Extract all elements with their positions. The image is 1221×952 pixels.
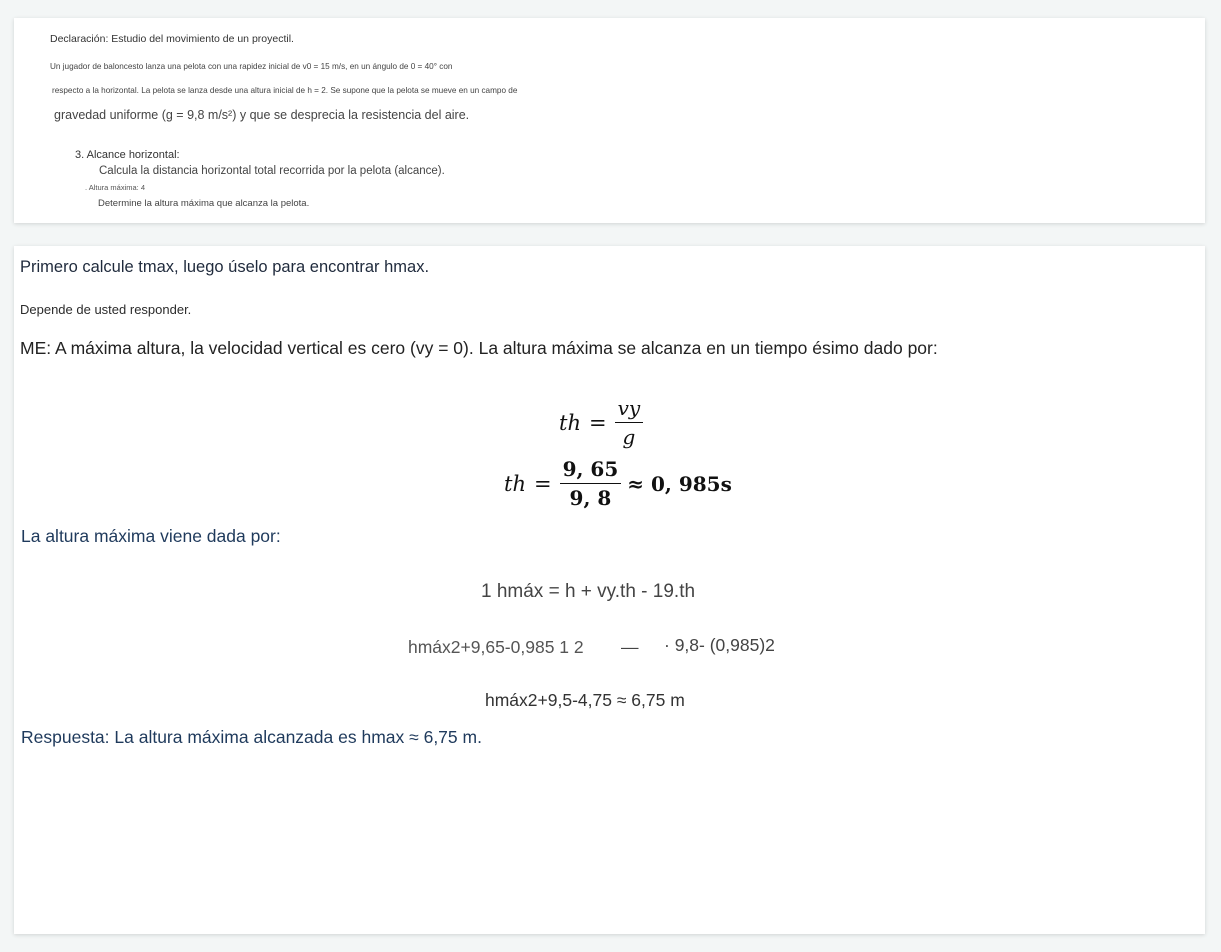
formula-equals: = (533, 471, 552, 496)
fraction-numerator: 9, 65 (560, 457, 622, 484)
question-3-title: 3. Alcance horizontal: (75, 149, 180, 161)
problem-text-line: gravedad uniforme (g = 9,8 m/s²) y que se desprecia la resistencia del aire. (54, 108, 470, 122)
problem-text-line: Un jugador de baloncesto lanza una pelota con una rapidez inicial de v0 = 15 m/s, en un ángulo de 0 = 40° con (50, 62, 453, 71)
final-answer: Respuesta: La altura máxima alcanzada es hmax ≈ 6,75 m. (21, 727, 482, 747)
fraction-numerator: vy (615, 396, 644, 423)
answer-note: Depende de usted responder. (20, 302, 192, 317)
problem-title: Declaración: Estudio del movimiento de un proyectil. (50, 33, 294, 45)
equation-max-height: 1 hmáx = h + vy.th - 19.th (481, 581, 696, 602)
question-3-text: Calcula la distancia horizontal total recorrida por la pelota (alcance). (99, 165, 445, 177)
equation-substitution-right: · 9,8- (0,985)2 (664, 635, 775, 655)
formula-lhs: th (559, 410, 581, 435)
equation-fraction-bar: — (621, 637, 639, 657)
problem-text-line: respecto a la horizontal. La pelota se lanza desde una altura inicial de h = 2. Se supone que la pelota se mueve en un campo de (52, 86, 518, 95)
fraction-denominator: g (622, 425, 636, 449)
formula-time-to-max-height (559, 396, 643, 449)
formula-fraction (615, 396, 644, 449)
max-height-subheading: La altura máxima viene dada por: (21, 526, 281, 546)
equation-substitution: hmáx2+9,65-0,985 1 2 (408, 637, 584, 657)
answer-intro: Primero calcule tmax, luego úselo para encontrar hmax. (20, 258, 430, 276)
formula-equals: = (588, 410, 607, 435)
formula-result: ≈ 0, 985s (627, 471, 732, 496)
formula-time-value (504, 457, 732, 510)
problem-statement-card (14, 18, 1205, 223)
question-4-text: Determine la altura máxima que alcanza la pelota. (98, 198, 310, 209)
formula-fraction (560, 457, 622, 510)
equation-result: hmáx2+9,5-4,75 ≈ 6,75 m (485, 690, 685, 710)
formula-lhs: th (504, 471, 526, 496)
answer-card (14, 246, 1205, 934)
answer-explanation: ME: A máxima altura, la velocidad vertical es cero (vy = 0). La altura máxima se alcanza en un tiempo ésimo dado por: (20, 338, 938, 358)
fraction-denominator: 9, 8 (569, 486, 612, 510)
question-4-title: . Altura máxima: 4 (85, 183, 146, 192)
